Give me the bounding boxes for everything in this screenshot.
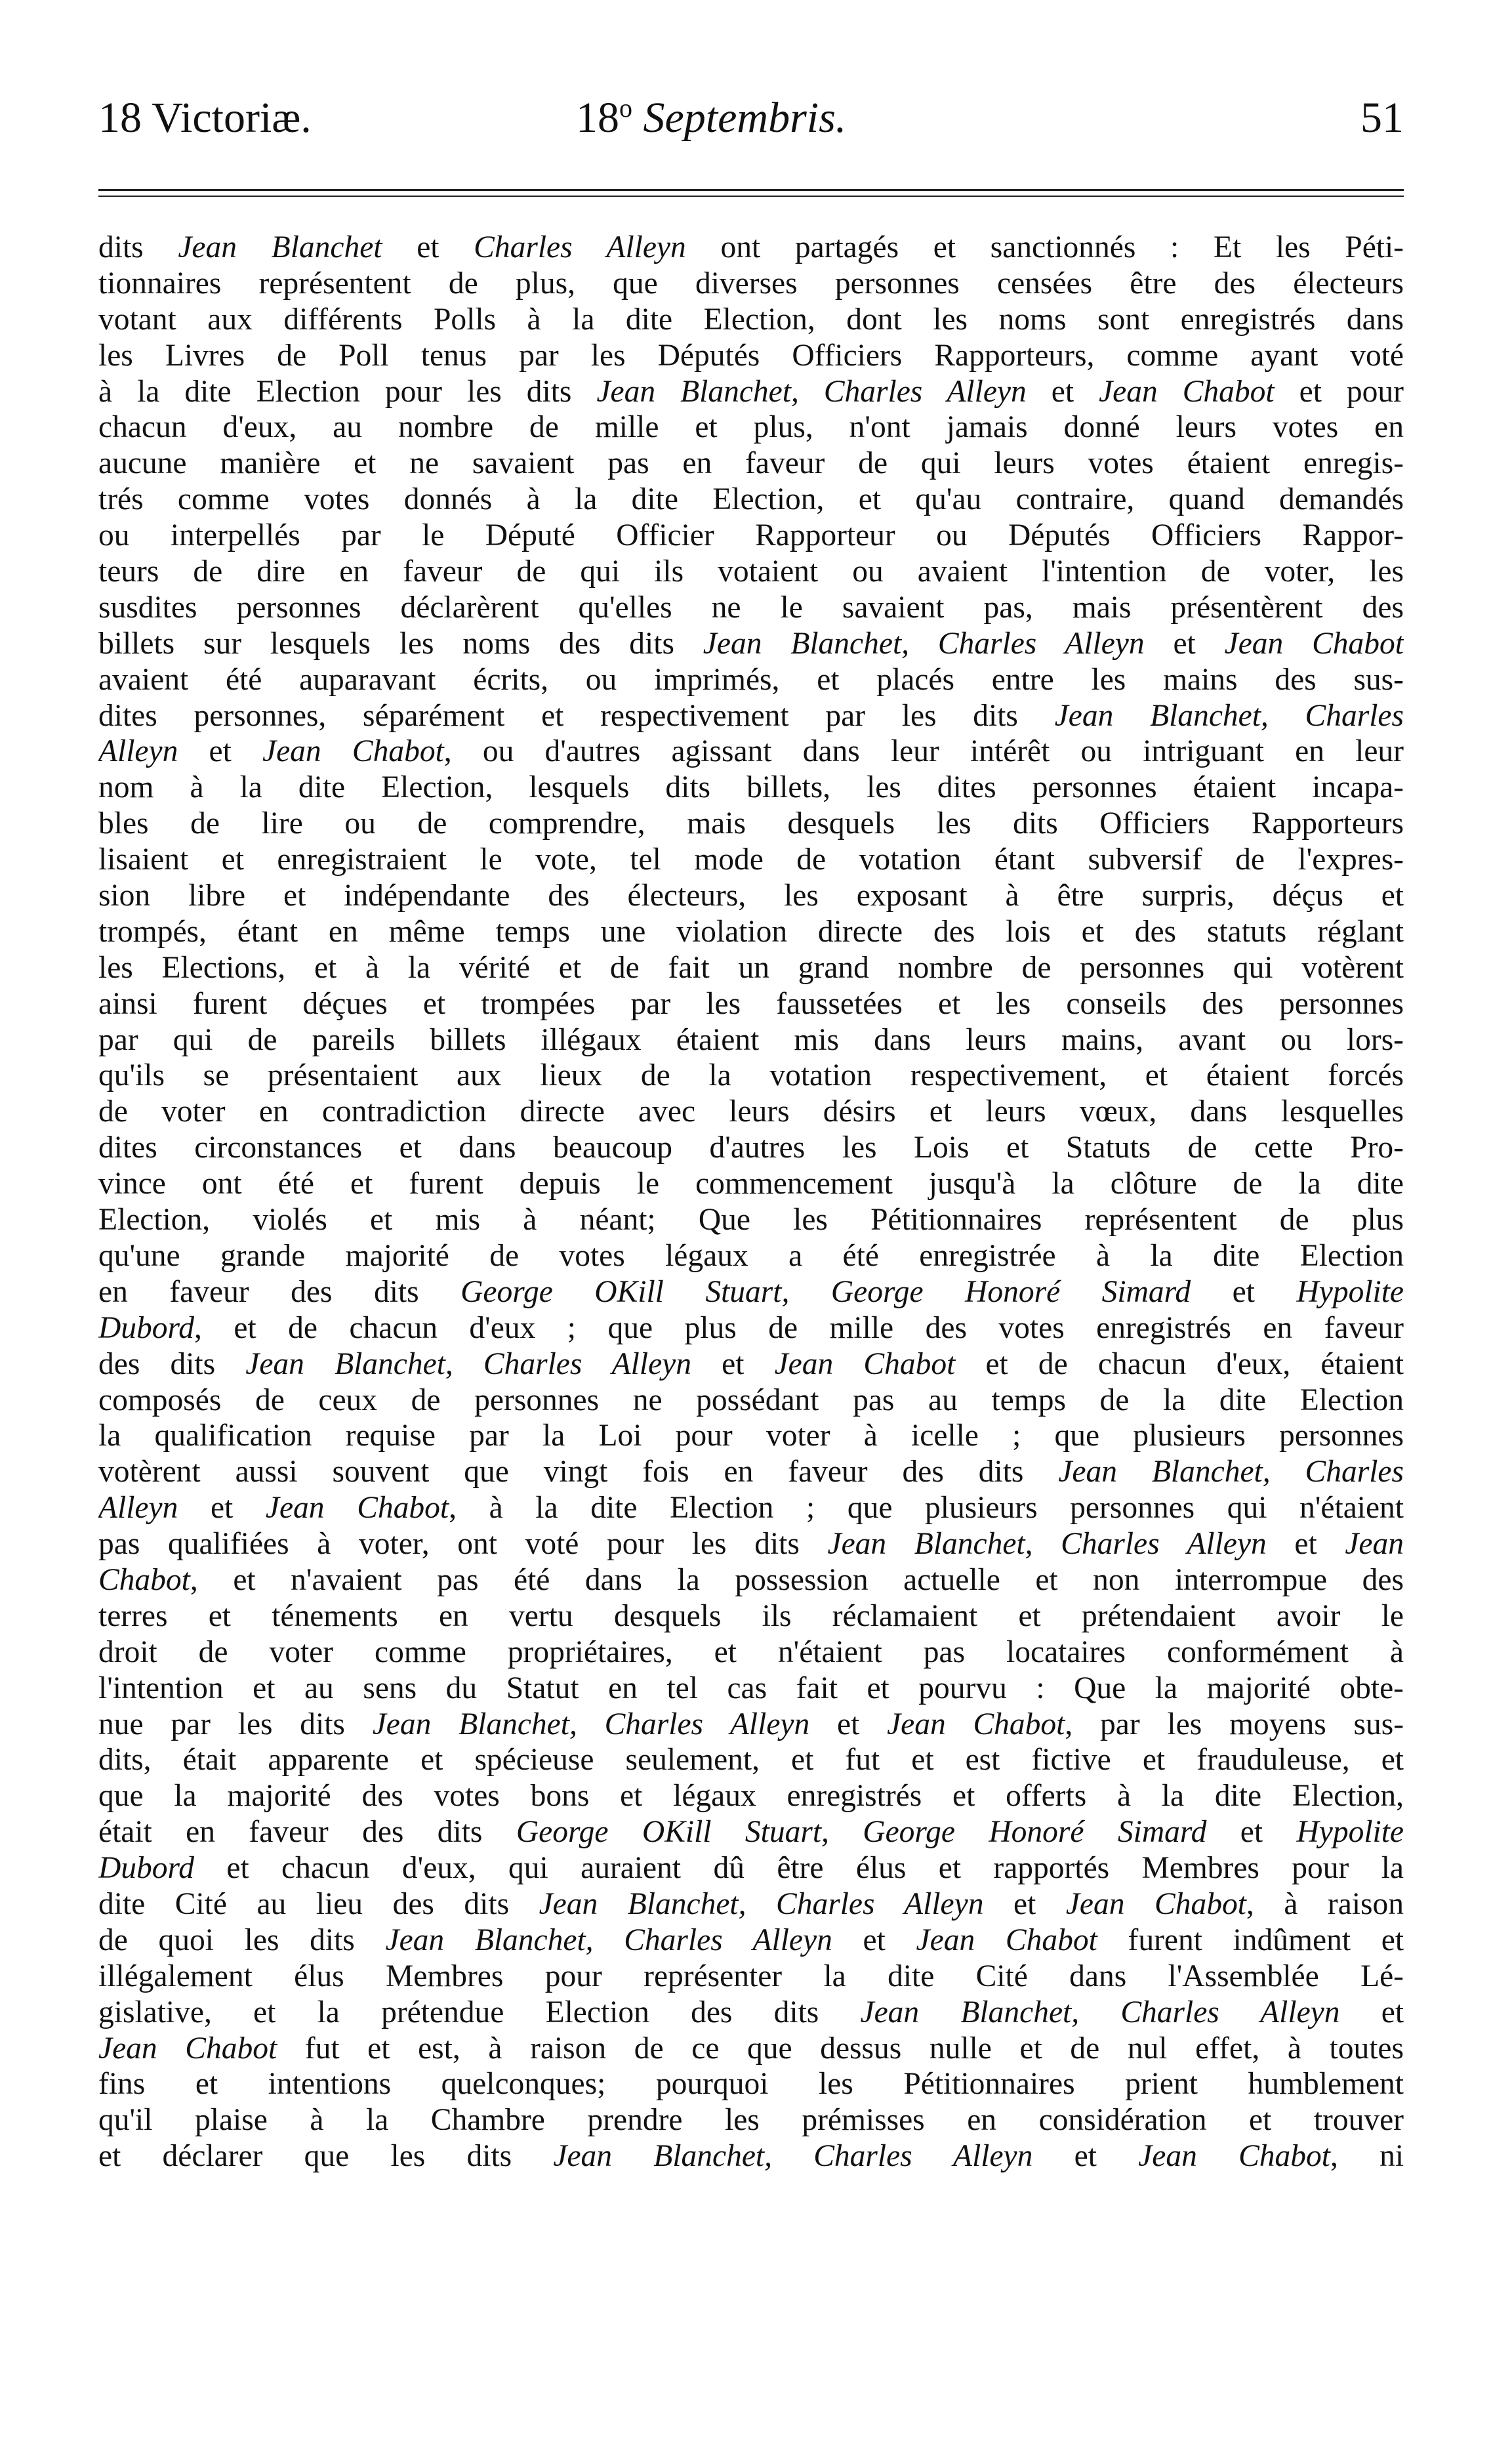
text-line (98, 1166, 1404, 1202)
italic-name: Jean Chabot (916, 1922, 1097, 1957)
text-run: vince ont été et furent depuis le commencement jusqu'à la clôture de la dite (98, 1167, 1404, 1201)
italic-name: Jean Blanchet, Charles Alleyn (372, 1707, 810, 1741)
italic-name: Charles Alleyn (474, 230, 686, 264)
text-line (98, 1850, 1404, 1886)
header-center-number: 18 (576, 94, 619, 142)
text-line (98, 698, 1404, 734)
text-line (98, 734, 1404, 770)
text-line (98, 590, 1404, 626)
page-number: 51 (1360, 94, 1404, 142)
text-line (98, 2138, 1404, 2174)
text-line (98, 1418, 1404, 1454)
text-run: de voter en contradiction directe avec leurs désirs et leurs vœux, dans lesquelles (98, 1094, 1404, 1129)
header-rule (98, 189, 1404, 191)
text-run: teurs de dire en faveur de qui ils votaient ou avaient l'intention de voter, les (98, 554, 1404, 589)
text-line (98, 1922, 1404, 1959)
text-run: trompés, étant en même temps une violation directe des lois et des statuts réglant (98, 914, 1404, 949)
text-line (98, 770, 1404, 806)
text-run: qu'une grande majorité de votes légaux a été enregistrée à la dite Election (98, 1238, 1404, 1273)
text-line (98, 1274, 1404, 1310)
text-line (98, 1310, 1404, 1346)
italic-name: Hypolite (1296, 1274, 1404, 1309)
text-line (98, 1058, 1404, 1094)
text-run: de quoi les dits (98, 1922, 386, 1957)
text-run: ainsi furent déçues et trompées par les faussetées et les conseils des personnes (98, 986, 1404, 1021)
running-header (98, 92, 1404, 144)
text-run: ont partagés et sanctionnés : Et les Péti- (685, 230, 1404, 264)
text-run: et (1266, 1527, 1345, 1562)
text-line (98, 914, 1404, 950)
text-line (98, 1094, 1404, 1130)
text-run: , et de chacun d'eux ; que plus de mille des votes enregistrés en faveur (194, 1310, 1404, 1345)
text-line (98, 446, 1404, 482)
text-run: nue par les dits (98, 1707, 373, 1741)
text-line (98, 1959, 1404, 1995)
text-line (98, 878, 1404, 914)
italic-name: Jean Chabot (887, 1707, 1065, 1741)
text-run: aucune manière et ne savaient pas en faveur de qui leurs votes étaient enregis- (98, 446, 1404, 481)
text-run: terres et ténements en vertu desquels ils réclamaient et prétendaient avoir le (98, 1598, 1404, 1633)
text-run: pas qualifiées à voter, ont voté pour les dits (98, 1527, 828, 1562)
text-line (98, 2102, 1404, 2138)
text-line (98, 409, 1404, 446)
text-run: gislative, et la prétendue Election des dits (98, 1995, 861, 2029)
text-run: composés de ceux de personnes ne possédant pas au temps de la dite Election (98, 1382, 1404, 1417)
text-run: et (809, 1707, 888, 1741)
text-run: tionnaires représentent de plus, que diverses personnes censées être des électeurs (98, 266, 1404, 301)
text-line (98, 2031, 1404, 2067)
text-run: dites circonstances et dans beaucoup d'autres les Lois et Statuts de cette Pro- (98, 1131, 1404, 1165)
text-run: Election, violés et mis à néant; Que les Pétitionnaires représentent de plus (98, 1203, 1404, 1237)
italic-name: Dubord (98, 1310, 195, 1345)
text-run: , et n'avaient pas été dans la possession actuelle et non interrompue des (190, 1562, 1404, 1597)
text-run: et déclarer que les dits (98, 2139, 554, 2174)
italic-name: Jean Blanchet, Charles (1058, 1455, 1404, 1489)
header-left: 18 Victoriæ. (98, 94, 312, 142)
text-line (98, 482, 1404, 518)
text-run: et (1032, 2139, 1139, 2174)
text-line (98, 1346, 1404, 1382)
text-line (98, 230, 1404, 266)
italic-name: Jean Chabot (1138, 2139, 1330, 2174)
text-run: ou interpellés par le Député Officier Rapporteur ou Députés Officiers Rappor- (98, 518, 1404, 553)
text-run: qu'ils se présentaient aux lieux de la votation respectivement, et étaient forcés (98, 1058, 1404, 1093)
header-center-word: Septembris. (643, 94, 847, 142)
text-run: et (1026, 374, 1099, 409)
text-run: illégalement élus Membres pour représenter la dite Cité dans l'Assemblée Lé- (98, 1959, 1404, 1993)
italic-name: Jean Chabot (265, 1491, 449, 1526)
text-run: votèrent aussi souvent que vingt fois en faveur des dits (98, 1455, 1059, 1489)
italic-name: Jean Blanchet, Charles Alleyn (245, 1346, 691, 1381)
text-line (98, 986, 1404, 1022)
italic-name: Alleyn (98, 734, 178, 769)
text-run: et (691, 1346, 775, 1381)
text-line (98, 1707, 1404, 1743)
text-line (98, 950, 1404, 986)
text-run: par qui de pareils billets illégaux étaient mis dans leurs mains, avant ou lors- (98, 1022, 1404, 1057)
text-run: billets sur lesquels les noms des dits (98, 626, 703, 661)
italic-name: Jean Chabot (774, 1346, 956, 1381)
text-run: dite Cité au lieu des dits (98, 1886, 539, 1921)
text-run: et (382, 230, 474, 264)
text-run: , ni (1330, 2139, 1404, 2174)
text-run: sion libre et indépendante des électeurs, les exposant à être surpris, déçus et (98, 879, 1404, 913)
text-run: avaient été auparavant écrits, ou imprimés, et placés entre les mains des sus- (98, 662, 1404, 697)
text-run: lisaient et enregistraient le vote, tel mode de votation étant subversif de l'expres- (98, 842, 1404, 877)
text-line (98, 1995, 1404, 2031)
text-run: fut et est, à raison de ce que dessus nulle et de nul effet, à toutes (277, 2031, 1404, 2066)
text-run: était en faveur des dits (98, 1815, 516, 1850)
text-run: les Elections, et à la vérité et de fait un grand nombre de personnes qui votèrent (98, 950, 1404, 985)
text-run: et de chacun d'eux, étaient (955, 1346, 1404, 1381)
text-run: dits, était apparente et spécieuse seulement, et fut et est fictive et frauduleuse, et (98, 1743, 1404, 1777)
text-line (98, 1454, 1404, 1490)
text-line (98, 1778, 1404, 1814)
text-line (98, 266, 1404, 302)
text-run: droit de voter comme propriétaires, et n'étaient pas locataires conformément à (98, 1634, 1404, 1669)
text-run: et (832, 1922, 916, 1957)
text-run: et (178, 1491, 266, 1526)
italic-name: Hypolite (1296, 1815, 1404, 1850)
header-center-superscript: o (619, 93, 632, 123)
text-run: susdites personnes déclarèrent qu'elles ne le savaient pas, mais présentèrent des (98, 590, 1404, 625)
text-line (98, 1202, 1404, 1238)
italic-name: Chabot (98, 1562, 190, 1597)
italic-name: Jean Chabot (1099, 374, 1275, 409)
text-run: la qualification requise par la Loi pour voter à icelle ; que plusieurs personnes (98, 1419, 1404, 1453)
text-run: bles de lire ou de comprendre, mais desquels les dits Officiers Rapporteurs (98, 806, 1404, 841)
text-run: et pour (1274, 374, 1404, 409)
text-line (98, 1562, 1404, 1598)
text-line (98, 1634, 1404, 1671)
text-run: , à la dite Election ; que plusieurs personnes qui n'étaient (449, 1491, 1404, 1526)
italic-name: Jean Blanchet (178, 230, 382, 264)
text-line (98, 302, 1404, 338)
text-run: et (1144, 626, 1225, 661)
italic-name: Dubord (98, 1851, 195, 1886)
text-run: votant aux différents Polls à la dite Election, dont les noms sont enregistrés dans (98, 302, 1404, 337)
text-run: et (1206, 1815, 1297, 1850)
text-run: et (1191, 1274, 1297, 1309)
italic-name: Jean Blanchet, Charles Alleyn (860, 1995, 1340, 2029)
text-run: trés comme votes donnés à la dite Election, et qu'au contraire, quand demandés (98, 482, 1404, 517)
text-line (98, 1598, 1404, 1634)
text-line (98, 806, 1404, 842)
text-run: à la dite Election pour les dits (98, 374, 597, 409)
text-run: chacun d'eux, au nombre de mille et plus, n'ont jamais donné leurs votes en (98, 410, 1404, 445)
text-run: les Livres de Poll tenus par les Députés Officiers Rapporteurs, comme ayant voté (98, 338, 1404, 373)
text-line (98, 1238, 1404, 1274)
text-run: l'intention et au sens du Statut en tel cas fait et pourvu : Que la majorité obte- (98, 1671, 1404, 1705)
italic-name: Alleyn (98, 1491, 178, 1526)
italic-name: Jean Blanchet, Charles Alleyn (539, 1886, 984, 1921)
text-line (98, 662, 1404, 698)
text-line (98, 2066, 1404, 2102)
header-rule-secondary (98, 196, 1404, 197)
text-run: , ou d'autres agissant dans leur intérêt ou intriguant en leur (443, 734, 1404, 769)
italic-name: Jean Chabot (1224, 626, 1404, 661)
text-line (98, 374, 1404, 410)
italic-name: Jean Chabot (98, 2031, 277, 2066)
text-run: , à raison (1246, 1886, 1404, 1921)
italic-name: Jean Blanchet, Charles Alleyn (553, 2139, 1033, 2174)
italic-name: Jean Blanchet, Charles Alleyn (596, 374, 1027, 409)
text-run: nom à la dite Election, lesquels dits billets, les dites personnes étaient incapa- (98, 770, 1404, 805)
italic-name: Jean Blanchet, Charles Alleyn (703, 626, 1145, 661)
italic-name: Jean Blanchet, Charles Alleyn (385, 1922, 832, 1957)
text-run: des dits (98, 1346, 246, 1381)
text-line (98, 1382, 1404, 1419)
italic-name: Jean Blanchet, Charles (1054, 698, 1404, 733)
italic-name: Jean Blanchet, Charles Alleyn (827, 1527, 1267, 1562)
body-paragraph (98, 230, 1404, 2174)
text-run: et (983, 1886, 1066, 1921)
text-line (98, 1886, 1404, 1922)
text-run: que la majorité des votes bons et légaux enregistrés et offerts à la dite Election, (98, 1779, 1404, 1814)
text-run: qu'il plaise à la Chambre prendre les prémisses en considération et trouver (98, 2103, 1404, 2138)
text-line (98, 518, 1404, 554)
text-run: dits (98, 230, 178, 264)
text-run: , par les moyens sus- (1065, 1707, 1404, 1741)
text-run: furent indûment et (1097, 1922, 1404, 1957)
text-run: et (1339, 1995, 1404, 2029)
text-line (98, 1490, 1404, 1526)
header-center (576, 92, 846, 144)
text-line (98, 1814, 1404, 1850)
italic-name: Jean Chabot (1065, 1886, 1246, 1921)
text-run: et (178, 734, 263, 769)
italic-name: Jean Chabot (262, 734, 444, 769)
italic-name: George OKill Stuart, George Honoré Simard (460, 1274, 1191, 1309)
italic-name: George OKill Stuart, George Honoré Simard (516, 1815, 1207, 1850)
italic-name: Jean (1345, 1527, 1404, 1562)
text-line (98, 338, 1404, 374)
text-line (98, 1130, 1404, 1166)
text-line (98, 1671, 1404, 1707)
text-line (98, 626, 1404, 662)
text-line (98, 842, 1404, 878)
text-line (98, 554, 1404, 590)
text-line (98, 1742, 1404, 1778)
text-run: et chacun d'eux, qui auraient dû être élus et rapportés Membres pour la (194, 1851, 1404, 1886)
text-run: en faveur des dits (98, 1274, 461, 1309)
text-line (98, 1526, 1404, 1562)
text-run: dites personnes, séparément et respectivement par les dits (98, 698, 1055, 733)
text-line (98, 1022, 1404, 1058)
text-run: fins et intentions quelconques; pourquoi les Pétitionnaires prient humblement (98, 2067, 1404, 2102)
